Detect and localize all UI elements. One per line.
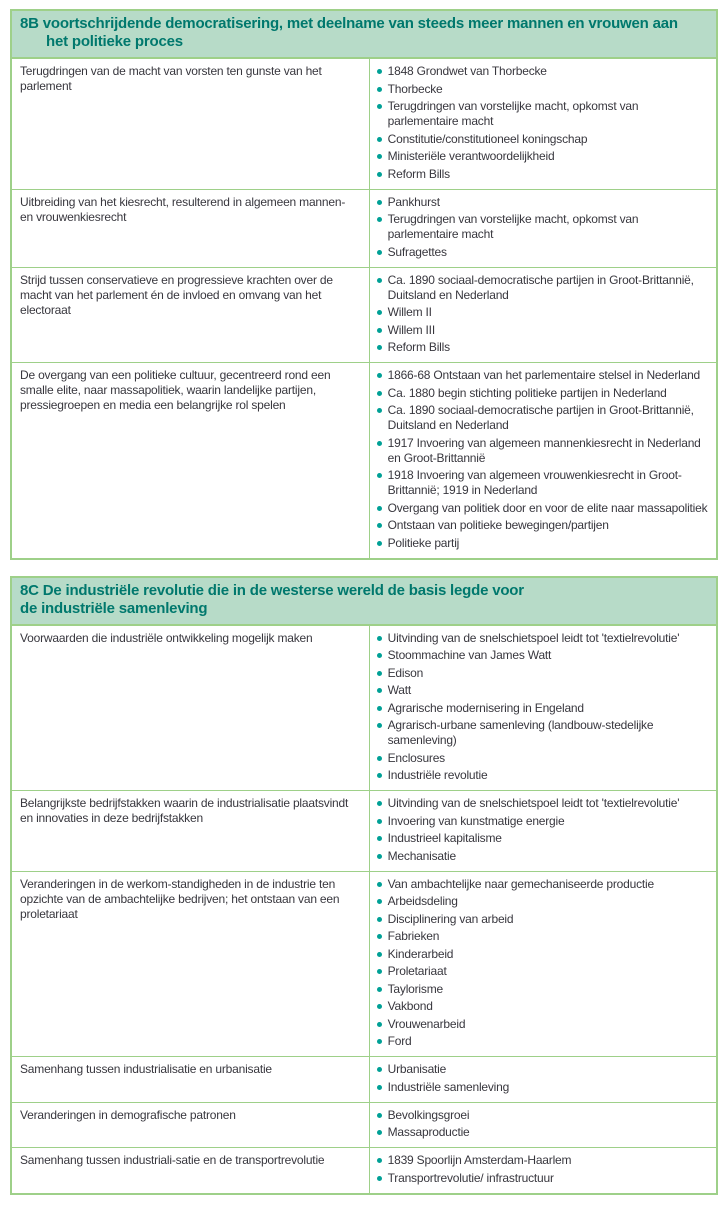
keyword-item xyxy=(376,323,711,338)
topic-cell xyxy=(12,626,370,791)
keyword-item xyxy=(376,929,711,944)
keyword-item xyxy=(376,1017,711,1032)
bullet-icon xyxy=(377,154,382,159)
bullet-icon xyxy=(377,408,382,413)
keyword-text: Ministeriële verantwoordelijkheid xyxy=(387,149,555,163)
keyword-item xyxy=(376,1108,711,1123)
keyword-text: Uitvinding van de snelschietspoel leidt tot 'textielrevolutie' xyxy=(387,630,680,645)
table-row xyxy=(12,59,716,189)
keyword-item xyxy=(376,999,711,1014)
keyword-text: Sufragettes xyxy=(387,244,447,259)
keyword-text: Ca. 1890 sociaal-democratische partijen in Groot-Brittannië, Duitsland en Nederland xyxy=(387,403,694,432)
bullet-icon xyxy=(377,328,382,333)
bullet-icon xyxy=(377,836,382,841)
keyword-text: Industriële revolutie xyxy=(387,768,488,782)
keyword-item xyxy=(376,82,711,97)
topic-text: Voorwaarden die industriële ontwikkeling mogelijk maken xyxy=(20,630,313,645)
keyword-text: 1917 Invoering van algemeen mannenkiesrecht in Nederland en Groot-Brittannië xyxy=(387,435,701,465)
keyword-text: Uitvinding van de snelschietspoel leidt tot 'textielrevolutie' xyxy=(387,796,680,810)
keyword-text: Vrouwenarbeid xyxy=(387,1016,466,1031)
keyword-text: 1866-68 Ontstaan van het parlementaire stelsel in Nederland xyxy=(387,368,701,382)
keyword-item xyxy=(376,305,711,320)
keyword-list xyxy=(376,64,711,182)
keyword-item xyxy=(376,468,711,498)
keyword-item xyxy=(376,982,711,997)
keyword-list xyxy=(376,1153,711,1186)
keyword-text: Reform Bills xyxy=(387,340,450,354)
keyword-text: Mechanisatie xyxy=(387,848,456,863)
keyword-item xyxy=(376,947,711,962)
keyword-text: Ca. 1890 sociaal-democratische partijen in Groot-Brittannië, Duitsland en Nederland xyxy=(387,272,694,302)
bullet-icon xyxy=(377,1130,382,1135)
keyword-item xyxy=(376,99,711,129)
table-title: 8B voortschrijdende democratisering, met deelname van steeds meer mannen en vrouwen aan het politieke proces xyxy=(20,15,678,50)
topic-text: Samenhang tussen industrialisatie en urbanisatie xyxy=(20,1062,272,1076)
table-row xyxy=(12,267,716,363)
table-row xyxy=(12,1056,716,1102)
topic-text: Strijd tussen conservatieve en progressieve krachten over de macht van het parlement én de invloed en omvang van het electoraat xyxy=(20,272,333,317)
keyword-item xyxy=(376,718,711,748)
keyword-text: Fabrieken xyxy=(387,929,440,943)
bullet-icon xyxy=(377,373,382,378)
topic-text: Samenhang tussen industriali-satie en de transportrevolutie xyxy=(20,1153,325,1167)
keyword-text: Agrarische modernisering in Engeland xyxy=(387,700,584,715)
keyword-item xyxy=(376,64,711,79)
keyword-text: Arbeidsdeling xyxy=(387,894,458,908)
keyword-item xyxy=(376,701,711,716)
keyword-item xyxy=(376,436,711,466)
keyword-item xyxy=(376,814,711,829)
keyword-item xyxy=(376,768,711,783)
bullet-icon xyxy=(377,636,382,641)
keyword-text: Taylorisme xyxy=(387,981,443,996)
keyword-item xyxy=(376,894,711,909)
bullet-icon xyxy=(377,250,382,255)
keyword-text: Enclosures xyxy=(387,750,445,765)
keyword-text: 1918 Invoering van algemeen vrouwenkiesrecht in Groot-Brittannië; 1919 in Nederland xyxy=(387,468,682,497)
keyword-text: Overgang van politiek door en voor de elite naar massapolitiek xyxy=(387,500,708,515)
keyword-item xyxy=(376,683,711,698)
bullet-icon xyxy=(377,278,382,283)
bullet-icon xyxy=(377,1176,382,1181)
topic-cell xyxy=(12,1103,370,1148)
keyword-text: Thorbecke xyxy=(387,81,443,96)
keyword-item xyxy=(376,849,711,864)
table-8b xyxy=(10,9,718,560)
bullet-icon xyxy=(377,952,382,957)
table-body xyxy=(12,59,716,558)
keyword-item xyxy=(376,501,711,516)
keyword-text: Terugdringen van vorstelijke macht, opkomst van parlementaire macht xyxy=(387,212,639,241)
keyword-text: Terugdringen van vorstelijke macht, opkomst van parlementaire macht xyxy=(387,99,639,128)
keywords-cell xyxy=(370,1148,716,1193)
keyword-item xyxy=(376,1171,711,1186)
bullet-icon xyxy=(377,310,382,315)
bullet-icon xyxy=(377,653,382,658)
table-row xyxy=(12,189,716,267)
table-row xyxy=(12,871,716,1057)
keyword-list xyxy=(376,195,711,260)
keyword-item xyxy=(376,1034,711,1049)
keyword-item xyxy=(376,631,711,646)
keyword-text: Industriële samenleving xyxy=(387,1079,510,1094)
bullet-icon xyxy=(377,523,382,528)
keyword-text: Van ambachtelijke naar gemechaniseerde productie xyxy=(387,876,654,891)
keyword-text: Stoommachine van James Watt xyxy=(387,648,552,662)
topic-cell xyxy=(12,791,370,871)
keyword-text: Ontstaan van politieke bewegingen/partijen xyxy=(387,518,609,532)
bullet-icon xyxy=(377,706,382,711)
bullet-icon xyxy=(377,671,382,676)
topic-cell xyxy=(12,363,370,558)
topic-text: Veranderingen in demografische patronen xyxy=(20,1107,236,1122)
keyword-item xyxy=(376,273,711,303)
keyword-item xyxy=(376,877,711,892)
bullet-icon xyxy=(377,773,382,778)
keyword-item xyxy=(376,1153,711,1168)
table-8b-header xyxy=(12,11,716,59)
keyword-item xyxy=(376,831,711,846)
keyword-text: Kinderarbeid xyxy=(387,946,454,961)
bullet-icon xyxy=(377,391,382,396)
bullet-icon xyxy=(377,819,382,824)
keyword-item xyxy=(376,167,711,182)
bullet-icon xyxy=(377,1067,382,1072)
keyword-item xyxy=(376,212,711,242)
bullet-icon xyxy=(377,987,382,992)
keyword-text: Pankhurst xyxy=(387,194,440,209)
keywords-cell xyxy=(370,59,716,189)
bullet-icon xyxy=(377,441,382,446)
table-row xyxy=(12,1147,716,1193)
keyword-list xyxy=(376,631,711,784)
bullet-icon xyxy=(377,917,382,922)
keyword-list xyxy=(376,796,711,864)
topic-cell xyxy=(12,190,370,267)
keyword-item xyxy=(376,518,711,533)
bullet-icon xyxy=(377,688,382,693)
keyword-item xyxy=(376,340,711,355)
table-title: 8C De industriële revolutie die in de westerse wereld de basis legde voor de industriële samenleving xyxy=(20,581,524,617)
topic-cell xyxy=(12,1148,370,1193)
keyword-item xyxy=(376,648,711,663)
keyword-text: Watt xyxy=(387,683,412,697)
keywords-cell xyxy=(370,268,716,363)
bullet-icon xyxy=(377,756,382,761)
topic-text: Terugdringen van de macht van vorsten ten gunste van het parlement xyxy=(20,64,322,93)
keywords-cell xyxy=(370,363,716,558)
bullet-icon xyxy=(377,899,382,904)
bullet-icon xyxy=(377,172,382,177)
keyword-item xyxy=(376,1080,711,1095)
keyword-item xyxy=(376,245,711,260)
table-8c xyxy=(10,576,718,1195)
topic-cell xyxy=(12,59,370,189)
keyword-text: Willem II xyxy=(387,305,432,319)
keyword-item xyxy=(376,536,711,551)
topic-text: Belangrijkste bedrijfstakken waarin de industrialisatie plaatsvindt en innovaties in deze bedrijfstakken xyxy=(20,796,349,825)
bullet-icon xyxy=(377,1004,382,1009)
bullet-icon xyxy=(377,801,382,806)
bullet-icon xyxy=(377,1039,382,1044)
bullet-icon xyxy=(377,217,382,222)
keyword-text: Ford xyxy=(387,1034,412,1048)
bullet-icon xyxy=(377,69,382,74)
keyword-text: Proletariaat xyxy=(387,964,447,978)
table-row xyxy=(12,790,716,871)
keyword-text: Constitutie/constitutioneel koningschap xyxy=(387,131,588,146)
keyword-item xyxy=(376,368,711,383)
topic-text: De overgang van een politieke cultuur, gecentreerd rond een smalle elite, naar massapolitiek, waarin landelijke partijen, pressiegroepen en media een belangrijke rol spelen xyxy=(20,368,331,412)
keyword-item xyxy=(376,796,711,811)
keyword-item xyxy=(376,1062,711,1077)
keyword-text: Edison xyxy=(387,665,424,680)
keyword-text: Urbanisatie xyxy=(387,1062,447,1076)
bullet-icon xyxy=(377,969,382,974)
bullet-icon xyxy=(377,87,382,92)
keyword-item xyxy=(376,912,711,927)
keyword-list xyxy=(376,368,711,551)
keyword-text: Reform Bills xyxy=(387,166,450,181)
keyword-text: Vakbond xyxy=(387,999,433,1013)
keyword-list xyxy=(376,1062,711,1095)
keywords-cell xyxy=(370,1057,716,1102)
keyword-list xyxy=(376,877,711,1050)
keywords-cell xyxy=(370,791,716,871)
keywords-cell xyxy=(370,190,716,267)
topic-cell xyxy=(12,1057,370,1102)
topic-cell xyxy=(12,872,370,1057)
keyword-item xyxy=(376,195,711,210)
keyword-text: Willem III xyxy=(387,322,435,337)
bullet-icon xyxy=(377,104,382,109)
keyword-text: Massaproductie xyxy=(387,1125,470,1139)
bullet-icon xyxy=(377,137,382,142)
bullet-icon xyxy=(377,200,382,205)
keywords-cell xyxy=(370,872,716,1057)
keyword-text: Bevolkingsgroei xyxy=(387,1107,470,1122)
keyword-item xyxy=(376,751,711,766)
keyword-text: Agrarisch-urbane samenleving (landbouw-stedelijke samenleving) xyxy=(387,718,654,747)
bullet-icon xyxy=(377,1085,382,1090)
bullet-icon xyxy=(377,1158,382,1163)
table-row xyxy=(12,362,716,558)
keyword-text: Industrieel kapitalisme xyxy=(387,831,502,845)
keywords-cell xyxy=(370,626,716,791)
keyword-text: Disciplinering van arbeid xyxy=(387,911,514,926)
keywords-cell xyxy=(370,1103,716,1148)
bullet-icon xyxy=(377,723,382,728)
bullet-icon xyxy=(377,345,382,350)
keyword-text: Transportrevolutie/ infrastructuur xyxy=(387,1170,554,1185)
keyword-item xyxy=(376,666,711,681)
bullet-icon xyxy=(377,1113,382,1118)
keyword-item xyxy=(376,403,711,433)
bullet-icon xyxy=(377,506,382,511)
keyword-list xyxy=(376,273,711,356)
bullet-icon xyxy=(377,854,382,859)
bullet-icon xyxy=(377,934,382,939)
keyword-item xyxy=(376,964,711,979)
keyword-text: Invoering van kunstmatige energie xyxy=(387,813,565,828)
bullet-icon xyxy=(377,541,382,546)
topic-text: Veranderingen in de werkom-standigheden in de industrie ten opzichte van de ambachtelijke bedrijven; het ontstaan van een proletariaat xyxy=(20,876,340,921)
keyword-text: 1848 Grondwet van Thorbecke xyxy=(387,64,547,78)
keyword-text: Politieke partij xyxy=(387,535,460,550)
topic-cell xyxy=(12,268,370,363)
keyword-item xyxy=(376,132,711,147)
keyword-list xyxy=(376,1108,711,1141)
bullet-icon xyxy=(377,882,382,887)
bullet-icon xyxy=(377,473,382,478)
table-row xyxy=(12,626,716,791)
table-body xyxy=(12,626,716,1193)
keyword-item xyxy=(376,1125,711,1140)
keyword-item xyxy=(376,386,711,401)
table-row xyxy=(12,1102,716,1148)
keyword-item xyxy=(376,149,711,164)
bullet-icon xyxy=(377,1022,382,1027)
table-8c-header xyxy=(12,578,716,626)
keyword-text: Ca. 1880 begin stichting politieke partijen in Nederland xyxy=(387,385,667,400)
keyword-text: 1839 Spoorlijn Amsterdam-Haarlem xyxy=(387,1153,572,1167)
topic-text: Uitbreiding van het kiesrecht, resulterend in algemeen mannen- en vrouwenkiesrecht xyxy=(20,194,346,224)
